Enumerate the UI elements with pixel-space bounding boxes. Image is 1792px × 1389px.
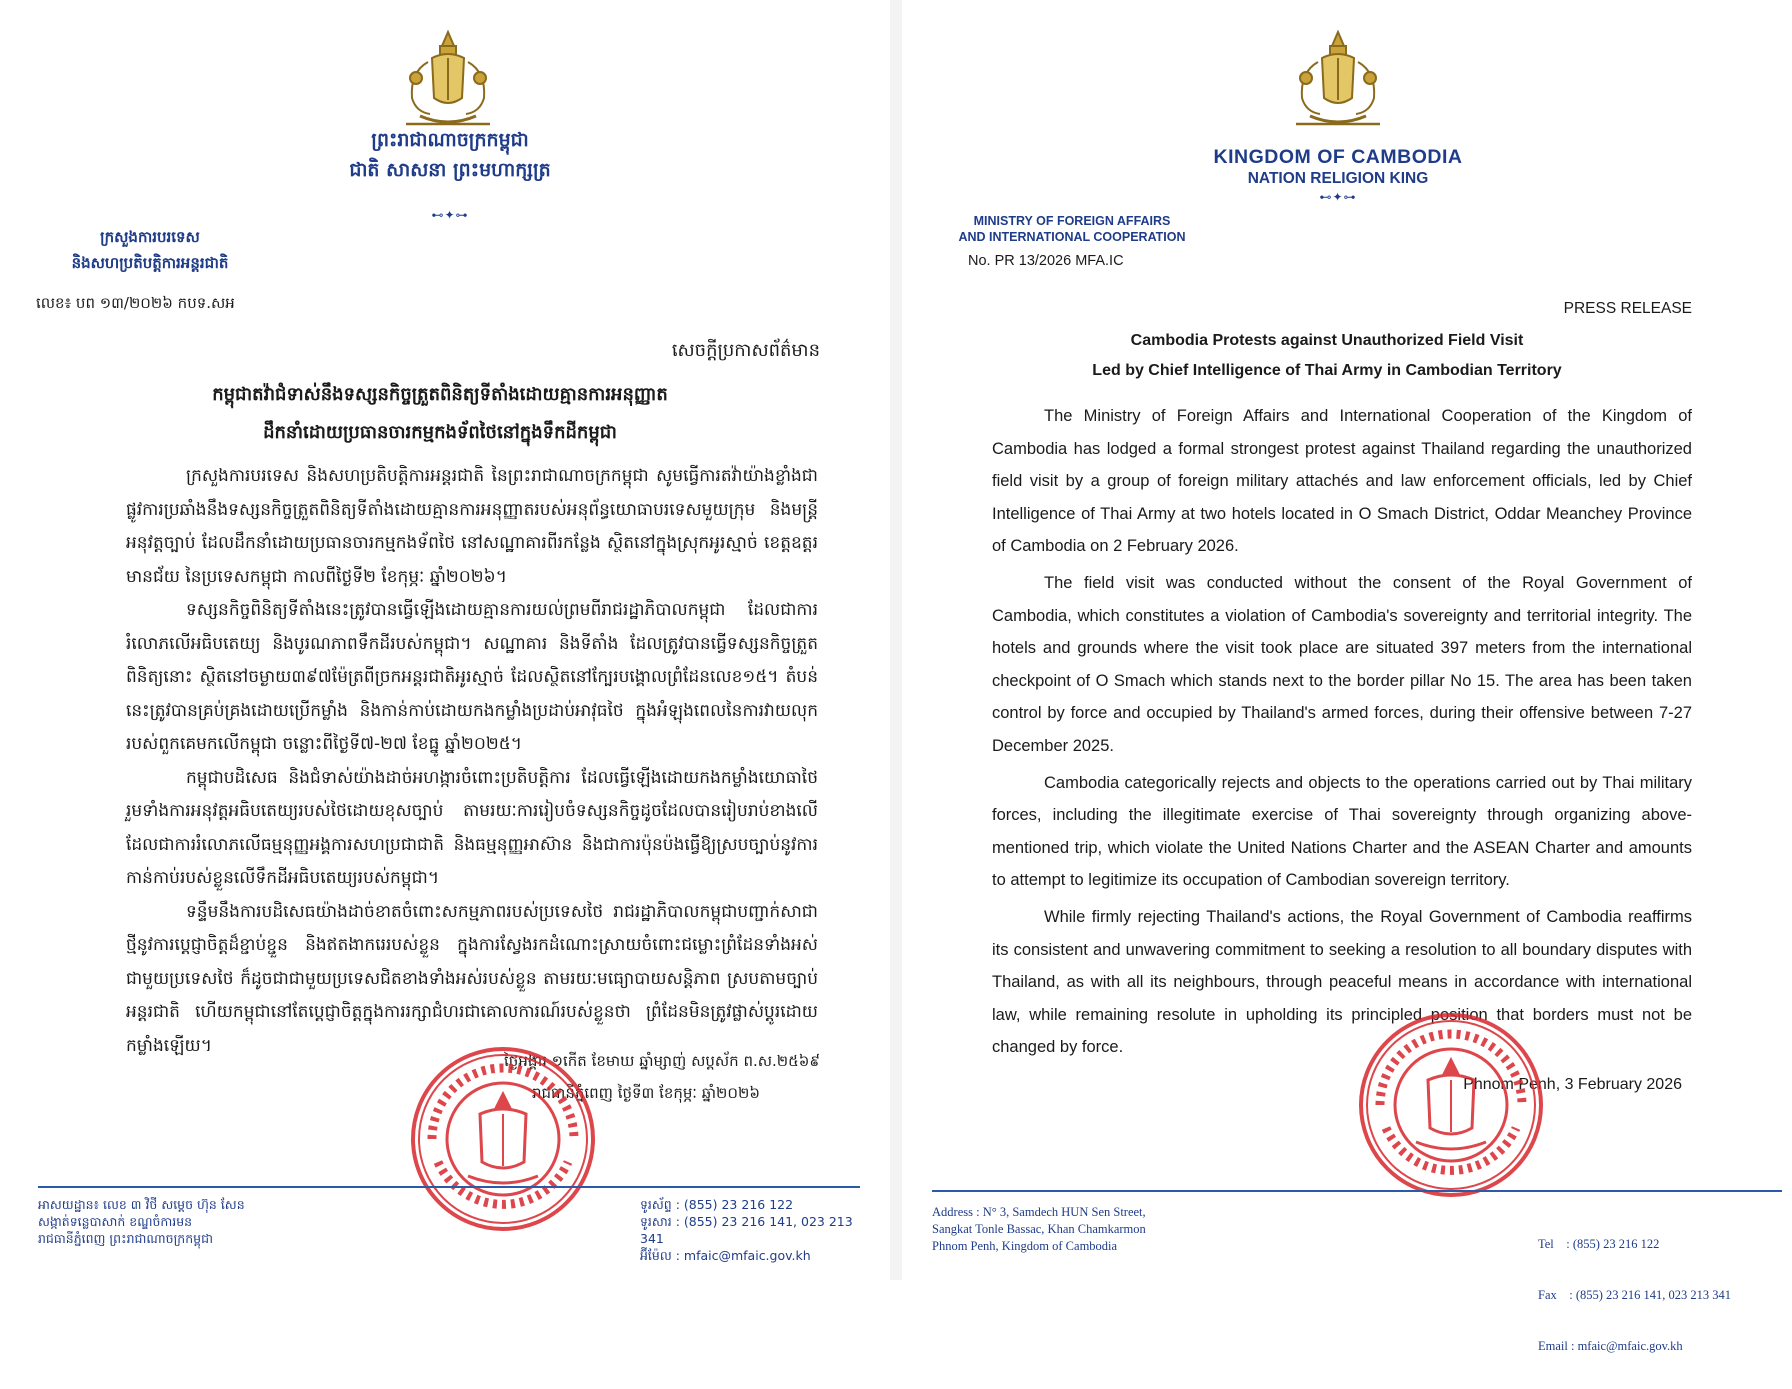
khmer-press-release-page bbox=[0, 0, 890, 1280]
footer-email: អ៊ីម៉ែល : mfaic@mfaic.gov.kh bbox=[640, 1248, 811, 1263]
body-khmer bbox=[126, 460, 818, 1063]
footer-email: Email : mfaic@mfaic.gov.kh bbox=[1538, 1339, 1683, 1353]
footer-contact-english bbox=[1538, 1202, 1788, 1389]
date-khmer-solar: រាជធានីភ្នំពេញ ថ្ងៃទី៣ ខែកុម្ភៈ ឆ្នាំ២០២៦ bbox=[532, 1084, 760, 1102]
ministry-name-khmer-line2: និងសហប្រតិបត្តិការអន្តរជាតិ bbox=[71, 254, 229, 272]
paragraph-english-4: While firmly rejecting Thailand's actions, the Royal Government of Cambodia reaffirms its consistent and unwavering commitment to seeking a resolution to all boundary disputes with Thailand, as with all its neighbours, through peaceful means in accordance with international law, while remaining resolute in upholding its principled position that borders must not be changed by force. bbox=[992, 907, 1692, 1057]
footer-divider bbox=[38, 1186, 860, 1188]
official-seal-icon bbox=[1356, 1010, 1546, 1205]
date-place-english: Phnom Penh, 3 February 2026 bbox=[1463, 1076, 1682, 1093]
footer-address-line3: Phnom Penh, Kingdom of Cambodia bbox=[932, 1239, 1118, 1253]
footer-address-line1: Address : N° 3, Samdech HUN Sen Street, bbox=[932, 1205, 1146, 1219]
footer-address-line2: សង្កាត់ទន្លេបាសាក់ ខណ្ឌចំការមន bbox=[38, 1214, 193, 1229]
footer-tel: Tel : (855) 23 216 122 bbox=[1538, 1237, 1660, 1251]
ornament-divider-icon: ⊷✦⊶ bbox=[1319, 190, 1357, 204]
page-gutter bbox=[890, 0, 902, 1280]
footer-fax: Fax : (855) 23 216 141, 023 213 341 bbox=[1538, 1288, 1732, 1302]
doc-type-english: PRESS RELEASE bbox=[1563, 300, 1692, 317]
footer-address-line2: Sangkat Tonle Bassac, Khan Chamkarmon bbox=[932, 1222, 1146, 1236]
body-english bbox=[992, 400, 1692, 1068]
ornament-divider-icon: ⊷✦⊶ bbox=[431, 208, 469, 222]
footer-address-line3: រាជធានីភ្នំពេញ ព្រះរាជាណាចក្រកម្ពុជា bbox=[38, 1231, 213, 1246]
reference-number-english: No. PR 13/2026 MFA.IC bbox=[968, 253, 1124, 269]
footer-divider bbox=[932, 1190, 1782, 1192]
reference-number-khmer: លេខ៖ បព ១៣/២០២៦ កបទ.សអ bbox=[36, 294, 235, 312]
royal-crest-icon bbox=[392, 28, 504, 136]
doc-type-khmer: សេចក្តីប្រកាសព័ត៌មាន bbox=[671, 340, 820, 361]
footer-contact-khmer bbox=[640, 1196, 870, 1264]
paragraph-khmer-2: ទស្សនកិច្ចពិនិត្យទីតាំងនេះត្រូវបានធ្វើឡើងដោយគ្មានការយល់ព្រមពីរាជរដ្ឋាភិបាលកម្ពុជា ដែលជាការរំលោភលើអធិបតេយ្យ និងបូរណភាពទឹកដីរបស់កម្ពុជា។ សណ្ឋាគារ និងទីតាំង ដែលត្រូវបានធ្វើទស្សនកិច្ចត្រួតពិនិត្យនោះ ស្ថិតនៅចម្ងាយ៣៩៧ម៉ែត្រពីច្រកអន្តរជាតិអូរស្មាច់ ដែលស្ថិតនៅក្បែរបង្គោលព្រំដែនលេខ១៥។ តំបន់នេះត្រូវបានគ្រប់គ្រងដោយប្រើកម្លាំង និងកាន់កាប់ដោយកងកម្លាំងប្រដាប់អាវុធថៃ ក្នុងអំឡុងពេលនៃការវាយលុករបស់ពួកគេមកលើកម្ពុជា ចន្លោះពីថ្ងៃទី៧-២៧ ខែធ្នូ ឆ្នាំ២០២៥។ bbox=[126, 600, 818, 754]
footer-address-line1: អាសយដ្ឋាន៖ លេខ ៣ វិថី សម្តេច ហ៊ុន សែន bbox=[38, 1197, 245, 1212]
paragraph-khmer-1: ក្រសួងការបរទេស និងសហប្រតិបត្តិការអន្តរជាតិ នៃព្រះរាជាណាចក្រកម្ពុជា សូមធ្វើការតវ៉ាយ៉ាងខ្លាំងជាផ្លូវការប្រឆាំងនឹងទស្សនកិច្ចត្រួតពិនិត្យទីតាំងដោយគ្មានការអនុញ្ញាតរបស់អនុព័ន្ធយោធាបរទេសមួយក្រុម និងមន្ត្រីអនុវត្តច្បាប់ ដែលដឹកនាំដោយប្រធានចារកម្មកងទ័ពថៃ នៅសណ្ឋាគារពីរកន្លែង ស្ថិតនៅក្នុងស្រុកអូរស្មាច់ ខេត្តឧត្តរមានជ័យ នៃប្រទេសកម្ពុជា កាលពីថ្ងៃទី២ ខែកុម្ភៈ ឆ្នាំ២០២៦។ bbox=[126, 466, 818, 587]
kingdom-title-khmer: ព្រះរាជាណាចក្រកម្ពុជា bbox=[371, 129, 529, 151]
headline-english-line1: Cambodia Protests against Unauthorized Field Visit bbox=[1130, 332, 1524, 349]
official-seal-icon bbox=[408, 1044, 598, 1239]
footer-tel: ទូរស័ព្ទ : (855) 23 216 122 bbox=[640, 1197, 794, 1212]
ministry-name-english-line1: MINISTRY OF FOREIGN AFFAIRS bbox=[973, 214, 1171, 228]
headline-english-line2: Led by Chief Intelligence of Thai Army in Cambodian Territory bbox=[1092, 362, 1562, 379]
kingdom-title-english: KINGDOM OF CAMBODIA bbox=[1213, 146, 1463, 168]
footer-address-english bbox=[932, 1204, 1252, 1255]
date-khmer-lunar: ថ្ងៃអង្គារ ១កើត ខែមាឃ ឆ្នាំម្សាញ់ សប្តស័ក ព.ស.២៥៦៩ bbox=[504, 1052, 820, 1070]
paragraph-khmer-3: កម្ពុជាបដិសេធ និងជំទាស់យ៉ាងដាច់អហង្ការចំពោះប្រតិបត្តិការ ដែលធ្វើឡើងដោយកងកម្លាំងយោធាថៃ រួមទាំងការអនុវត្តអធិបតេយ្យរបស់ថៃដោយខុសច្បាប់ តាមរយៈការរៀបចំទស្សនកិច្ចដូចដែលបានរៀបរាប់ខាងលើ ដែលជាការរំលោភលើធម្មនុញ្ញអង្គការសហប្រជាជាតិ និងធម្មនុញ្ញអាស៊ាន និងជាការប៉ុនប៉ងធ្វើឱ្យស្របច្បាប់នូវការកាន់កាប់របស់ខ្លួនលើទឹកដីអធិបតេយ្យរបស់កម្ពុជា។ bbox=[126, 767, 818, 888]
paragraph-english-3: Cambodia categorically rejects and objects to the operations carried out by Thai military forces, including the illegitimate exercise of Thai sovereignty through organizing above-mentioned trip, which violate the United Nations Charter and the ASEAN Charter and amounts to attempt to legitimize its occupation of Cambodian sovereign territory. bbox=[992, 773, 1692, 890]
paragraph-english-2: The field visit was conducted without the consent of the Royal Government of Cambodia, which constitutes a violation of Cambodia's sovereignty and territorial integrity. The hotels and grounds where the visit took place are situated 397 meters from the international checkpoint of O Smach which stands next to the border pillar No 15. The area has been taken control by force and occupied by Thailand's armed forces, during their offensive between 7-27 December 2025. bbox=[992, 573, 1692, 755]
ministry-name-khmer-line1: ក្រសួងការបរទេស bbox=[100, 228, 200, 246]
paragraph-khmer-4: ទន្ទឹមនឹងការបដិសេធយ៉ាងដាច់ខាតចំពោះសកម្មភាពរបស់ប្រទេសថៃ រាជរដ្ឋាភិបាលកម្ពុជាបញ្ជាក់សាជាថ្មីនូវការប្តេជ្ញាចិត្តដ៏ខ្ជាប់ខ្ជួន និងឥតងាករេរបស់ខ្លួន ក្នុងការស្វែងរកដំណោះស្រាយចំពោះជម្លោះព្រំដែនទាំងអស់ជាមួយប្រទេសថៃ ក៏ដូចជាជាមួយប្រទេសជិតខាងទាំងអស់របស់ខ្លួន តាមរយៈមធ្យោបាយសន្តិភាព ស្របតាមច្បាប់អន្តរជាតិ ហើយកម្ពុជានៅតែប្តេជ្ញាចិត្តក្នុងការរក្សាជំហរជាគោលការណ៍របស់ខ្លួនថា ព្រំដែនមិនត្រូវផ្លាស់ប្តូរដោយកម្លាំងឡើយ។ bbox=[126, 901, 818, 1056]
headline-khmer-line1: កម្ពុជាតវ៉ាជំទាស់នឹងទស្សនកិច្ចត្រួតពិនិត្យទីតាំងដោយគ្មានការអនុញ្ញាត bbox=[212, 384, 668, 405]
ministry-name-english-line2: AND INTERNATIONAL COOPERATION bbox=[958, 230, 1186, 244]
motto-english: NATION RELIGION KING bbox=[1247, 170, 1429, 187]
footer-address-khmer bbox=[38, 1196, 378, 1247]
footer-fax: ទូរសារ : (855) 23 216 141, 023 213 341 bbox=[640, 1214, 853, 1246]
royal-crest-icon bbox=[1282, 28, 1394, 136]
headline-khmer-line2: ដឹកនាំដោយប្រធានចារកម្មកងទ័ពថៃនៅក្នុងទឹកដីកម្ពុជា bbox=[263, 422, 617, 443]
paragraph-english-1: The Ministry of Foreign Affairs and International Cooperation of the Kingdom of Cambodia has lodged a formal strongest protest against Thailand regarding the unauthorized field visit by a group of foreign military attachés and law enforcement officials, led by Chief Intelligence of Thai Army at two hotels located in O Smach District, Oddar Meanchey Province of Cambodia on 2 February 2026. bbox=[992, 407, 1692, 556]
english-press-release-page bbox=[902, 0, 1792, 1353]
motto-khmer: ជាតិ សាសនា ព្រះមហាក្សត្រ bbox=[349, 159, 551, 181]
